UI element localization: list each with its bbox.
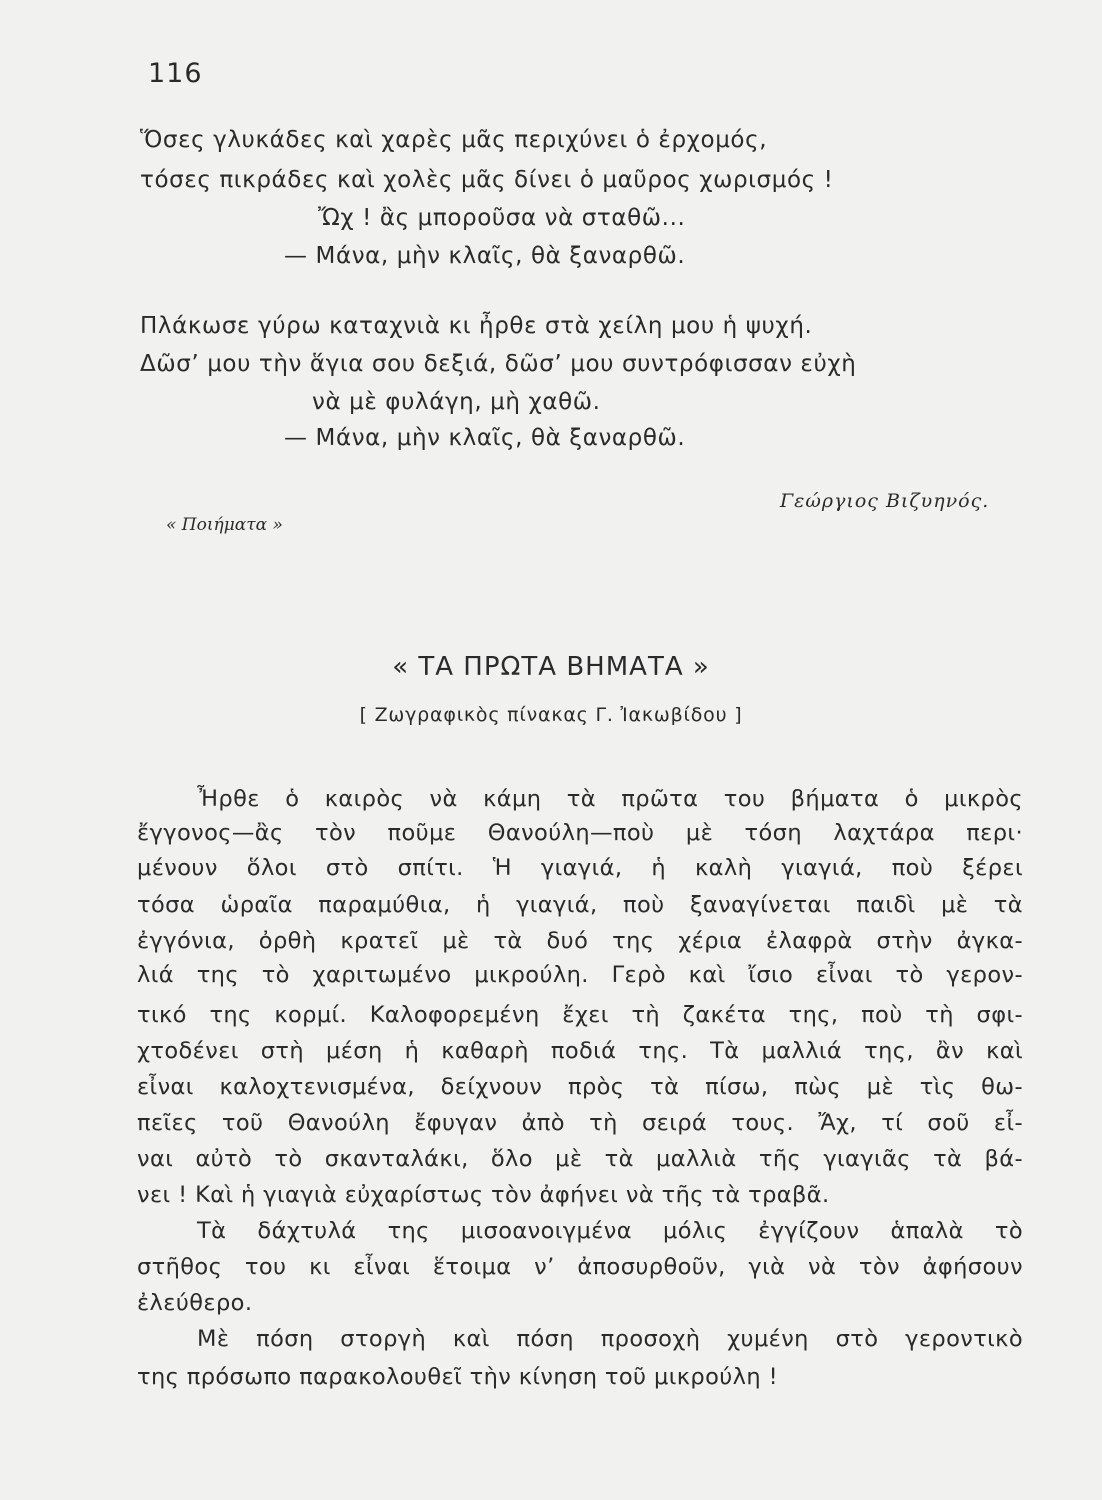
body-line: της πρόσωπο παρακολουθεῖ τὴν κίνηση τοῦ μικρούλη !: [137, 1364, 779, 1390]
body-line: στῆθος του κι εἶναι ἕτοιμα ν’ ἀποσυρθοῦν, γιὰ νὰ τὸν ἀφήσουν: [137, 1254, 1023, 1280]
poem-line: Ὤχ ! ἂς μποροῦσα νὰ σταθῶ...: [318, 205, 686, 231]
poem-line: — Μάνα, μὴν κλαῖς, θὰ ξαναρθῶ.: [284, 425, 686, 451]
poem-line: Πλάκωσε γύρω καταχνιὰ κι ἦρθε στὰ χείλη μου ἡ ψυχή.: [140, 313, 813, 339]
body-line: Τὰ δάχτυλά της μισοανοιγμένα μόλις ἐγγίζουν ἁπαλὰ τὸ: [197, 1218, 1023, 1244]
body-line: τικό της κορμί. Καλοφορεμένη ἔχει τὴ ζακέτα της, ποὺ τὴ σφι-: [137, 1002, 1023, 1028]
body-line: ἐγγόνια, ὀρθὴ κρατεῖ μὲ τὰ δυό της χέρια ἐλαφρὰ στὴν ἀγκα-: [137, 928, 1023, 954]
poem-line: Δῶσ’ μου τὴν ἅγια σου δεξιά, δῶσ’ μου συντρόφισσαν εὐχὴ: [140, 351, 857, 377]
poem-line: Ὅσες γλυκάδες καὶ χαρὲς μᾶς περιχύνει ὁ ἐρχομός,: [140, 127, 768, 153]
body-line: χτοδένει στὴ μέση ἡ καθαρὴ ποδιά της. Τὰ μαλλιά της, ἂν καὶ: [137, 1038, 1023, 1064]
author-signature: Γεώργιος Βιζυηνός.: [780, 490, 990, 512]
body-line: μένουν ὅλοι στὸ σπίτι. Ἡ γιαγιά, ἡ καλὴ γιαγιά, ποὺ ξέρει: [137, 855, 1023, 881]
page-number: 116: [148, 58, 203, 89]
body-line: Ἦρθε ὁ καιρὸς νὰ κάμη τὰ πρῶτα του βήματα ὁ μικρὸς: [197, 786, 1023, 812]
body-line: τόσα ὡραῖα παραμύθια, ἡ γιαγιά, ποὺ ξαναγίνεται παιδὶ μὲ τὰ: [137, 892, 1023, 918]
body-line: Μὲ πόση στοργὴ καὶ πόση προσοχὴ χυμένη στὸ γεροντικὸ: [197, 1326, 1023, 1352]
body-line: πεῖες τοῦ Θανούλη ἔφυγαν ἀπὸ τὴ σειρά τους. Ἄχ, τί σοῦ εἶ-: [137, 1110, 1023, 1136]
poem-line: νὰ μὲ φυλάγη, μὴ χαθῶ.: [312, 389, 601, 415]
body-line: εἶναι καλοχτενισμένα, δείχνουν πρὸς τὰ πίσω, πὼς μὲ τὶς θω-: [137, 1074, 1023, 1100]
article-title: « ΤΑ ΠΡΩΤΑ ΒΗΜΑΤΑ »: [392, 652, 710, 682]
body-line: ἔγγονος—ἂς τὸν ποῦμε Θανούλη—ποὺ μὲ τόση λαχτάρα περι·: [137, 820, 1023, 846]
poem-line: τόσες πικράδες καὶ χολὲς μᾶς δίνει ὁ μαῦρος χωρισμός !: [140, 167, 834, 193]
body-line: νει ! Καὶ ἡ γιαγιὰ εὐχαρίστως τὸν ἀφήνει νὰ τῆς τὰ τραβᾶ.: [137, 1182, 830, 1208]
article-subtitle: [ Ζωγραφικὸς πίνακας Γ. Ἰακωβίδου ]: [359, 704, 743, 726]
poem-line: — Μάνα, μὴν κλαῖς, θὰ ξαναρθῶ.: [284, 243, 686, 269]
body-line: ἐλεύθερο.: [137, 1290, 253, 1316]
body-line: λιά της τὸ χαριτωμένο μικρούλη. Γερὸ καὶ ἴσιο εἶναι τὸ γερον-: [137, 962, 1023, 988]
body-line: ναι αὐτὸ τὸ σκανταλάκι, ὅλο μὲ τὰ μαλλιὰ τῆς γιαγιᾶς τὰ βά-: [137, 1146, 1023, 1172]
poem-source: « Ποιήματα »: [166, 515, 283, 535]
